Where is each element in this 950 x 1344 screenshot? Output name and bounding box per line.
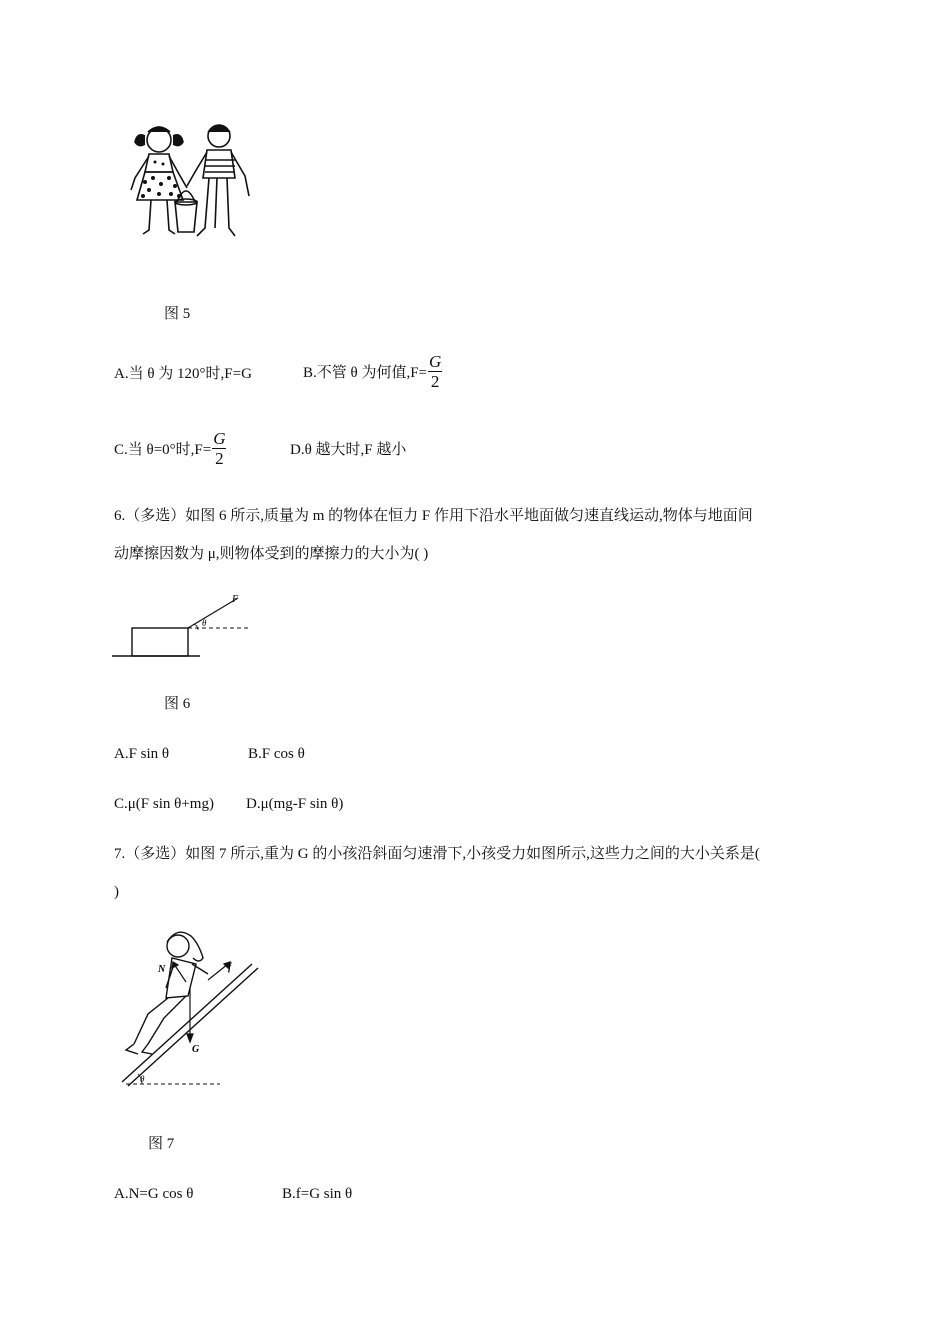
figure-7-caption: 图 7 [148,1136,175,1152]
q6-option-a: A.F sin θ [114,746,170,762]
q5-option-c-text: C.当 θ=0°时,F= [114,441,212,458]
friction-label: f [228,962,232,973]
gravity-label: G [192,1044,200,1055]
slope-line-2 [128,968,258,1086]
normal-force-label: N [158,964,166,975]
figure-5-caption: 图 5 [164,306,191,322]
q5-option-b-fraction [428,353,442,392]
fraction-numerator: G [213,429,226,448]
q6-stem-line-2: 动摩擦因数为 μ,则物体受到的摩擦力的大小为( ) [114,546,429,562]
q6-option-b: B.F cos θ [248,746,305,762]
q5-option-b-text: B.不管 θ 为何值,F= [303,364,427,381]
figure-7-child-slide [112,924,262,1089]
fraction-denominator: 2 [430,372,440,391]
figure-6-block-diagram [112,590,262,660]
figure-5-children-bucket [115,118,255,250]
q7-option-a: A.N=G cos θ [114,1186,194,1202]
angle-arc [194,624,198,630]
fraction-numerator: G [429,352,442,371]
q5-option-c-fraction [212,430,226,469]
force-f-arrow [188,598,238,628]
block [132,628,188,656]
children-carrying-bucket-illustration [115,118,255,250]
q5-option-d: D.θ 越大时,F 越小 [290,442,407,458]
slope-line-1 [122,964,252,1082]
q5-option-b [303,353,442,392]
figure-6-caption: 图 6 [164,696,191,712]
q7-stem-line-2: ) [114,884,119,900]
q6-option-c: C.μ(F sin θ+mg) [114,796,214,812]
q7-stem-line-1: 7.（多选）如图 7 所示,重为 G 的小孩沿斜面匀速滑下,小孩受力如图所示,这些力之间的大小关系是( [114,846,760,862]
normal-arrowhead [172,962,178,968]
q5-option-a: A.当 θ 为 120°时,F=G [114,366,252,382]
q7-option-b: B.f=G sin θ [282,1186,353,1202]
force-f-label: F [232,594,239,605]
friction-arrow [208,964,228,980]
gravity-arrowhead [187,1034,193,1042]
block-force-diagram [112,590,262,660]
q6-option-d: D.μ(mg-F sin θ) [246,796,344,812]
fraction-denominator: 2 [215,449,224,468]
q5-option-c [114,430,226,469]
q6-stem-line-1: 6.（多选）如图 6 所示,质量为 m 的物体在恒力 F 作用下沿水平地面做匀速直线运动,物体与地面间 [114,508,753,524]
angle-theta-label: θ [202,618,207,628]
angle-theta-label: θ [140,1074,145,1084]
child-on-slope-diagram [112,924,262,1089]
